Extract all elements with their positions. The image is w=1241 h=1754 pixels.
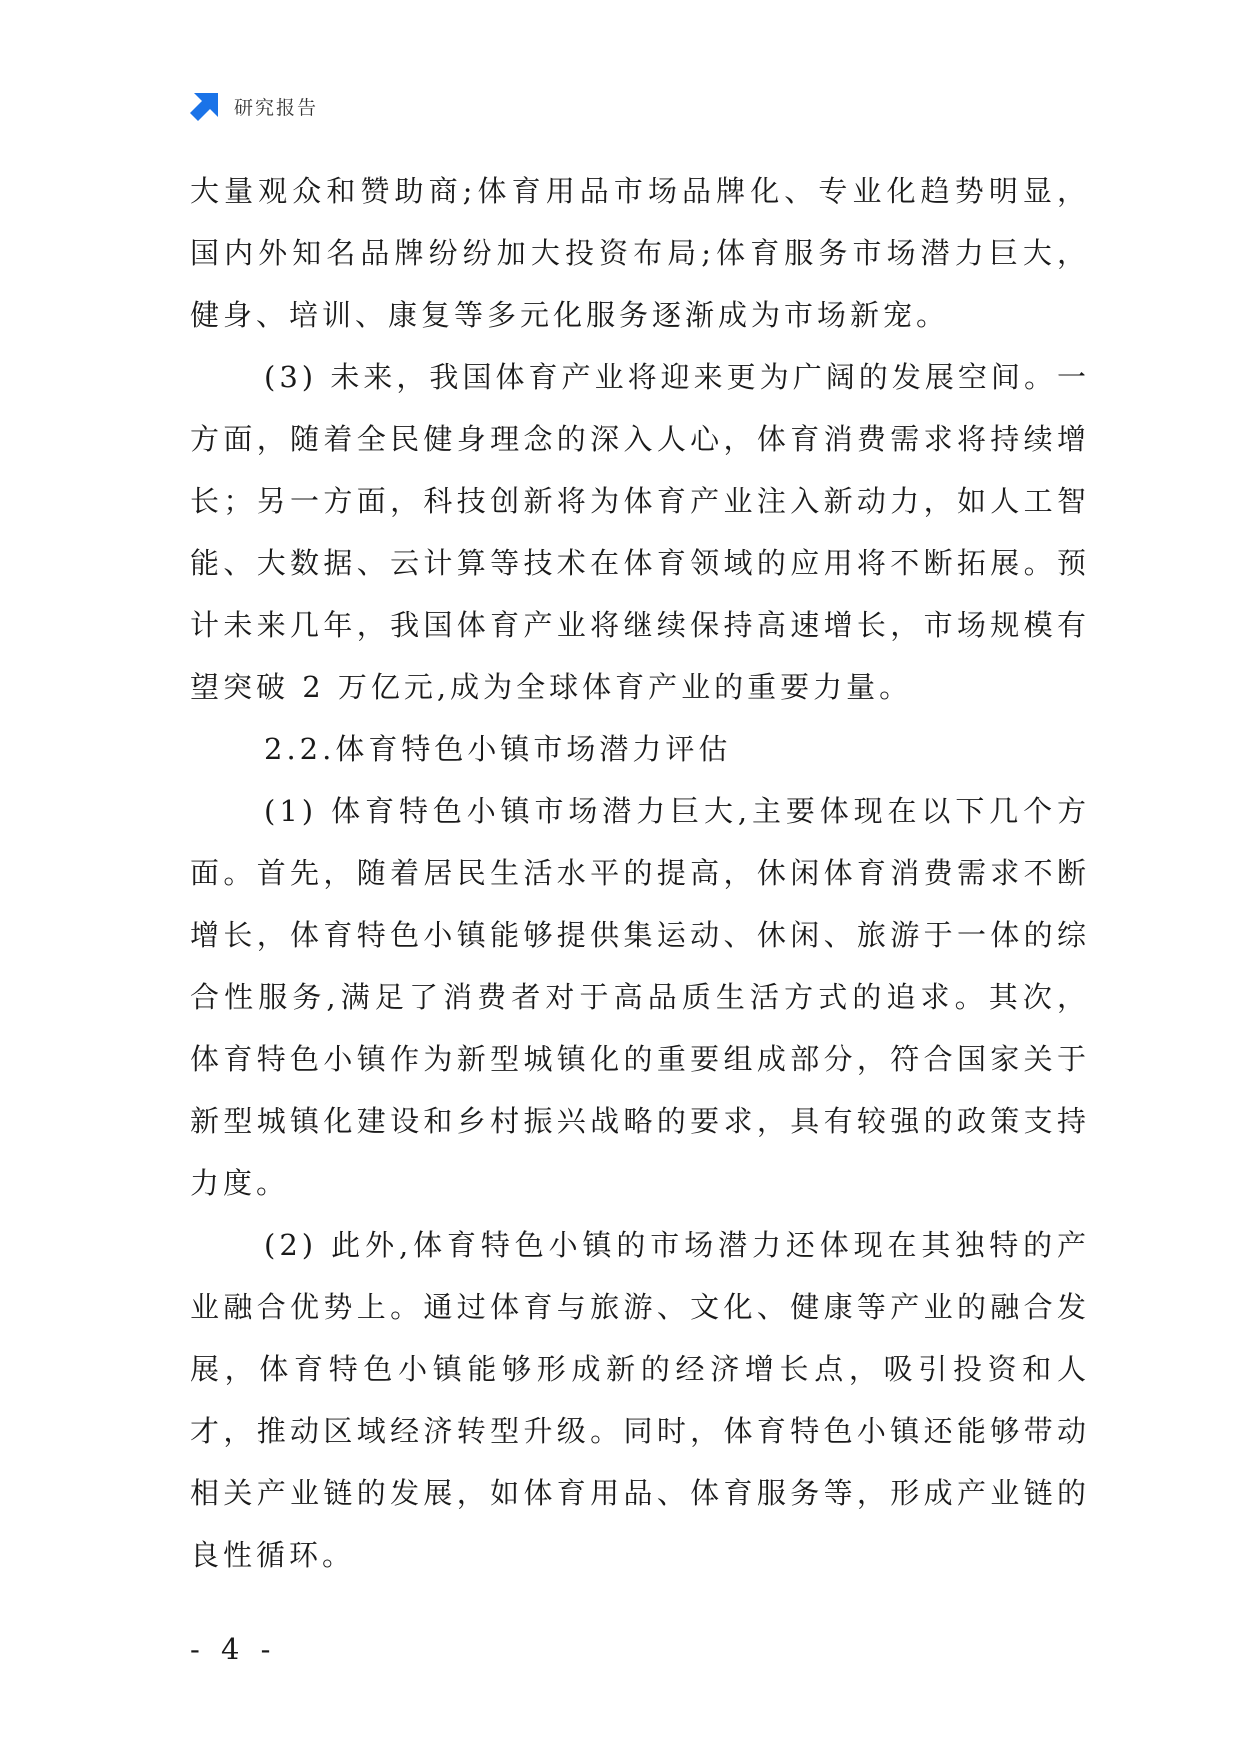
header-title: 研究报告 [234,96,319,119]
paragraph-future-outlook: (3) 未来，我国体育产业将迎来更为广阔的发展空间。一方面，随着全民健身理念的深入人心，体育消费需求将持续增长；另一方面，科技创新将为体育产业注入新动力，如人工智能、大数据、云计算等技术在体育领域的应用将不断拓展。预计未来几年，我国体育产业将继续保持高速增长，市场规模有望突破 2 万亿元,成为全球体育产业的重要力量。 [190,360,1090,704]
arrow-up-right-icon [188,89,222,123]
section-heading: 2.2.体育特色小镇市场潜力评估 [264,732,732,766]
paragraph-industry-integration: (2) 此外,体育特色小镇的市场潜力还体现在其独特的产业融合优势上。通过体育与旅游、文化、健康等产业的融合发展，体育特色小镇能够形成新的经济增长点，吸引投资和人才，推动区域经济转型升级。同时，体育特色小镇还能够带动相关产业链的发展，如体育用品、体育服务等，形成产业链的良性循环。 [190,1228,1090,1572]
page-number: - 4 - [190,1632,277,1666]
paragraph-continuation: 大量观众和赞助商;体育用品市场品牌化、专业化趋势明显，国内外知名品牌纷纷加大投资布局;体育服务市场潜力巨大，健身、培训、康复等多元化服务逐渐成为市场新宠。 [190,174,1090,332]
document-body [190,160,1090,1586]
paragraph-market-potential: (1) 体育特色小镇市场潜力巨大,主要体现在以下几个方面。首先，随着居民生活水平的提高，休闲体育消费需求不断增长，体育特色小镇能够提供集运动、休闲、旅游于一体的综合性服务,满足了消费者对于高品质生活方式的追求。其次，体育特色小镇作为新型城镇化的重要组成部分，符合国家关于新型城镇化建设和乡村振兴战略的要求，具有较强的政策支持力度。 [190,794,1090,1200]
page-header [188,88,318,124]
